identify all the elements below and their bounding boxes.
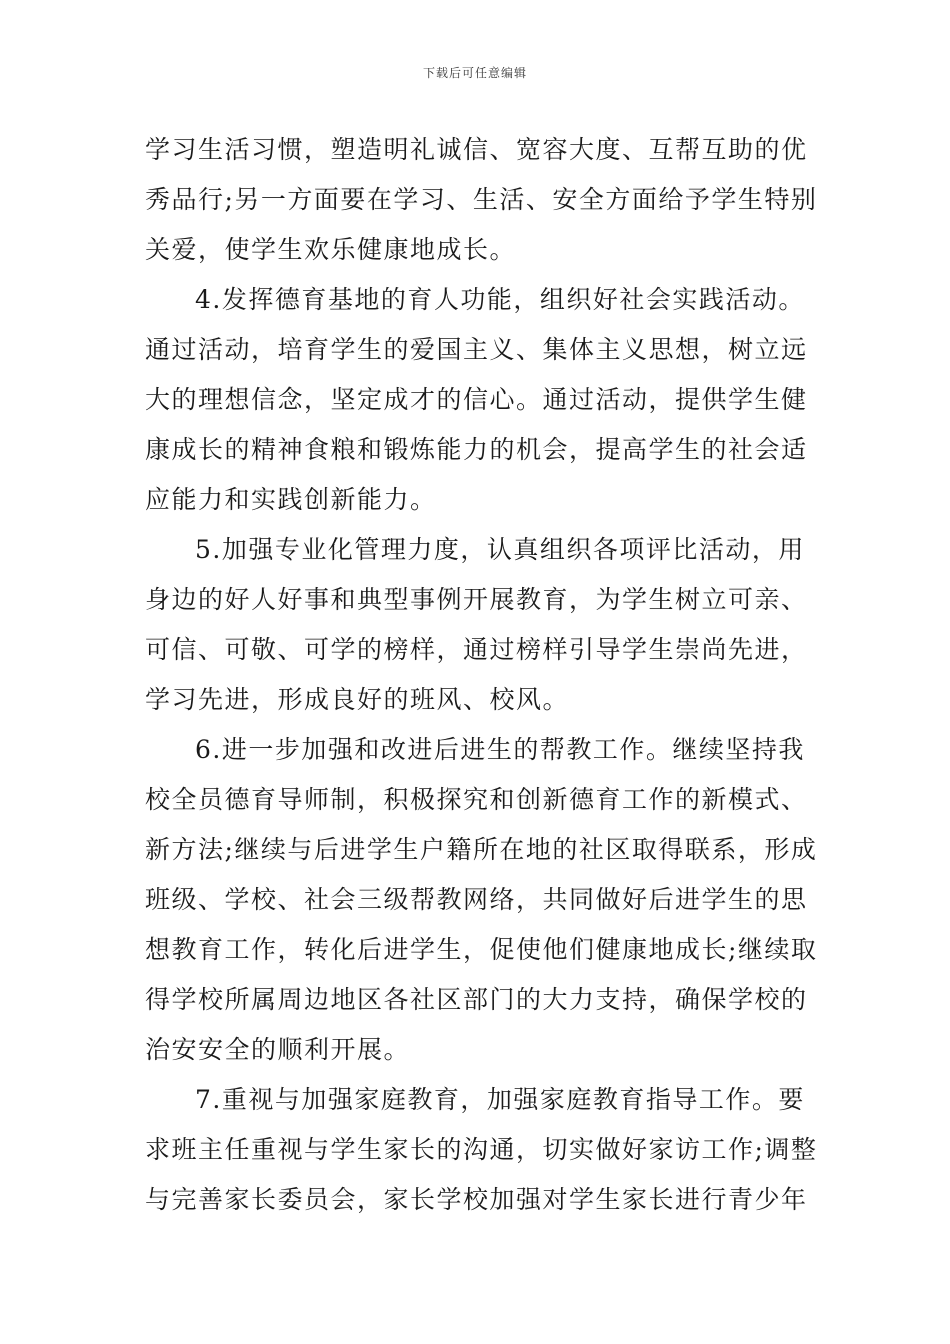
text-line: 想教育工作，转化后进学生，促使他们健康地成长;继续取 — [145, 935, 818, 964]
text-line: 应能力和实践创新能力。 — [145, 485, 437, 514]
text-line: 治安安全的顺利开展。 — [145, 1035, 411, 1064]
paragraph-start-line: 4.发挥德育基地的育人功能，组织好社会实践活动。 — [195, 285, 805, 314]
text-line: 身边的好人好事和典型事例开展教育，为学生树立可亲、 — [145, 585, 808, 614]
text-line: 学习生活习惯，塑造明礼诚信、宽容大度、互帮互助的优 — [145, 135, 808, 164]
text-line: 康成长的精神食粮和锻炼能力的机会，提高学生的社会适 — [145, 435, 808, 464]
text-line: 新方法;继续与后进学生户籍所在地的社区取得联系，形成 — [145, 835, 818, 864]
text-line: 秀品行;另一方面要在学习、生活、安全方面给予学生特别 — [145, 185, 818, 214]
page-header-note: 下载后可任意编辑 — [422, 66, 527, 80]
paragraph-start-line: 6.进一步加强和改进后进生的帮教工作。继续坚持我 — [195, 735, 805, 764]
text-line: 求班主任重视与学生家长的沟通，切实做好家访工作;调整 — [145, 1135, 818, 1164]
text-line: 班级、学校、社会三级帮教网络，共同做好后进学生的思 — [145, 885, 808, 914]
text-line: 校全员德育导师制，积极探究和创新德育工作的新模式、 — [145, 785, 808, 814]
text-line: 通过活动，培育学生的爱国主义、集体主义思想，树立远 — [145, 335, 808, 364]
document-body — [145, 125, 818, 1225]
text-line: 与完善家长委员会，家长学校加强对学生家长进行青少年 — [145, 1185, 808, 1214]
text-line: 大的理想信念，坚定成才的信心。通过活动，提供学生健 — [145, 385, 808, 414]
paragraph-start-line: 5.加强专业化管理力度，认真组织各项评比活动，用 — [195, 535, 805, 564]
text-line: 学习先进，形成良好的班风、校风。 — [145, 685, 570, 714]
text-line: 可信、可敬、可学的榜样，通过榜样引导学生崇尚先进， — [145, 635, 808, 664]
paragraph-start-line: 7.重视与加强家庭教育，加强家庭教育指导工作。要 — [195, 1085, 805, 1114]
text-line: 得学校所属周边地区各社区部门的大力支持，确保学校的 — [145, 985, 808, 1014]
text-line: 关爱，使学生欢乐健康地成长。 — [145, 235, 517, 264]
